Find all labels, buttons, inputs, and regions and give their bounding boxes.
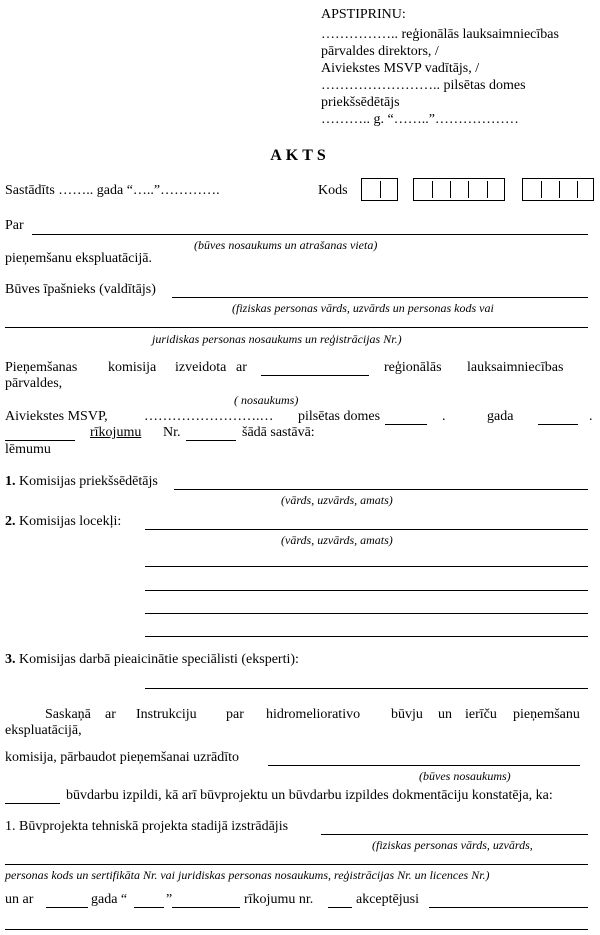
owner-hint-1: (fiziskas personas vārds, uzvārds un personas kods vai	[232, 301, 494, 315]
final-rik: rīkojumu nr.	[244, 892, 314, 907]
members-label: Komisijas locekļi:	[19, 514, 122, 529]
final-gada: gada “	[91, 892, 128, 907]
commission-date-line[interactable]	[385, 424, 427, 425]
approval-line: pārvaldes direktors, /	[321, 44, 439, 59]
commission-town: pilsētas domes	[298, 409, 381, 424]
member-input-line[interactable]	[145, 529, 588, 530]
members-number: 2.	[5, 514, 16, 529]
commission-sastava: šādā sastāvā:	[242, 425, 315, 440]
checking-input-line[interactable]	[268, 765, 580, 766]
code-box-group-3[interactable]	[522, 178, 594, 201]
member-input-line[interactable]	[145, 613, 588, 614]
member-input-line[interactable]	[145, 636, 588, 637]
chair-row	[5, 474, 158, 490]
commission-word: komisija	[108, 360, 157, 375]
item1-hint-1: (fiziskas personas vārds, uzvārds,	[372, 838, 533, 852]
commission-dot-2: .	[589, 409, 593, 424]
approval-line: …………….. reģionālās lauksaimniecības	[321, 27, 559, 42]
about-hint: (būves nosaukums un atrašanas vieta)	[194, 238, 378, 252]
checking-hint: (būves nosaukums)	[419, 769, 511, 783]
works-input-line[interactable]	[5, 803, 60, 804]
final-input-line-2[interactable]	[5, 929, 588, 930]
code-label: Kods	[318, 183, 348, 198]
compiled-line: Sastādīts …….. gada “…..”………….	[5, 183, 220, 198]
commission-gada: gada	[487, 409, 514, 424]
commission-year-line[interactable]	[538, 424, 578, 425]
chair-hint: (vārds, uzvārds, amats)	[281, 493, 393, 507]
accordance-word: hidromeliorativo	[266, 707, 361, 722]
commission-word: izveidota	[175, 360, 227, 375]
members-hint: (vārds, uzvārds, amats)	[281, 533, 393, 547]
final-akc: akceptējusi	[356, 892, 419, 907]
approval-line: Aiviekstes MSVP vadītājs, /	[321, 61, 480, 76]
commission-word: Pieņemšanas	[5, 360, 78, 375]
commission-nr: Nr.	[163, 425, 181, 440]
about-label: Par	[5, 218, 24, 233]
final-day-line[interactable]	[134, 907, 164, 908]
approval-line: priekšsēdētājs	[321, 95, 400, 110]
code-box-group-2[interactable]	[413, 178, 505, 201]
commission-nr-line[interactable]	[186, 440, 236, 441]
commission-dots: …………………….…	[144, 409, 274, 424]
commission-word: ar	[236, 360, 247, 375]
owner-input-line[interactable]	[172, 297, 588, 298]
chair-number: 1.	[5, 474, 16, 489]
members-row	[5, 514, 121, 530]
approval-line: ……….. g. “……..”………………	[321, 112, 519, 127]
commission-word: lauksaimniecības	[467, 360, 564, 375]
final-quote: ”	[166, 892, 173, 907]
commission-dot: .	[442, 409, 446, 424]
approval-heading: APSTIPRINU:	[321, 7, 406, 22]
about-continuation: pieņemšanu ekspluatācijā.	[5, 251, 152, 266]
accordance-word: Saskaņā	[45, 707, 91, 722]
approval-line: …………………….. pilsētas domes	[321, 78, 526, 93]
experts-number: 3.	[5, 652, 16, 667]
item1-input-line[interactable]	[321, 834, 588, 835]
owner-label: Būves īpašnieks (valdītājs)	[5, 282, 156, 297]
accordance-word: ar	[105, 707, 116, 722]
accordance-word: Instrukciju	[136, 707, 197, 722]
commission-order-line[interactable]	[5, 440, 75, 441]
member-input-line[interactable]	[145, 566, 588, 567]
accordance-word: būvju	[391, 707, 423, 722]
document-title: AKTS	[270, 147, 330, 164]
final-year-line[interactable]	[46, 907, 88, 908]
accordance-word: un	[438, 707, 452, 722]
accordance-line-2: ekspluatācijā,	[5, 723, 82, 738]
checking-text: komisija, pārbaudot pieņemšanai uzrādīto	[5, 750, 240, 765]
member-input-line[interactable]	[145, 590, 588, 591]
commission-word: reģionālās	[384, 360, 442, 375]
accordance-word: pieņemšanu	[513, 707, 580, 722]
final-input-line[interactable]	[429, 907, 588, 908]
final-nr-line[interactable]	[328, 907, 352, 908]
experts-row	[5, 652, 299, 668]
experts-input-line[interactable]	[145, 688, 588, 689]
accordance-word: par	[226, 707, 244, 722]
commission-hint: ( nosaukums)	[234, 393, 299, 407]
works-text: būvdarbu izpildi, kā arī būvprojektu un būvdarbu izpildes dokmentāciju konstatēja, ka:	[66, 788, 553, 803]
commission-lemumu: lēmumu	[5, 442, 51, 457]
chair-label: Komisijas priekšsēdētājs	[19, 474, 158, 489]
final-un-ar: un ar	[5, 892, 34, 907]
owner-input-line-2[interactable]	[5, 327, 588, 328]
item1-text: 1. Būvprojekta tehniskā projekta stadijā izstrādājis	[5, 819, 289, 834]
item1-hint-2: personas kods un sertifikāta Nr. vai juridiskas personas nosaukums, reģistrācijas Nr. un licences Nr.)	[5, 868, 490, 882]
final-month-line[interactable]	[172, 907, 240, 908]
chair-input-line[interactable]	[174, 489, 588, 490]
code-box-group-1[interactable]	[361, 178, 398, 201]
owner-hint-2: juridiskas personas nosaukums un reģistrācijas Nr.)	[152, 332, 402, 346]
commission-aiv: Aiviekstes MSVP,	[5, 409, 108, 424]
item1-input-line-2[interactable]	[5, 864, 588, 865]
commission-line-2: pārvaldes,	[5, 376, 63, 391]
accordance-word: ierīču	[465, 707, 497, 722]
about-input-line[interactable]	[32, 234, 588, 235]
commission-input-line[interactable]	[261, 375, 369, 376]
experts-label: Komisijas darbā pieaicinātie speciālisti (eksperti):	[19, 652, 299, 667]
commission-rik: rīkojumu	[90, 425, 142, 440]
